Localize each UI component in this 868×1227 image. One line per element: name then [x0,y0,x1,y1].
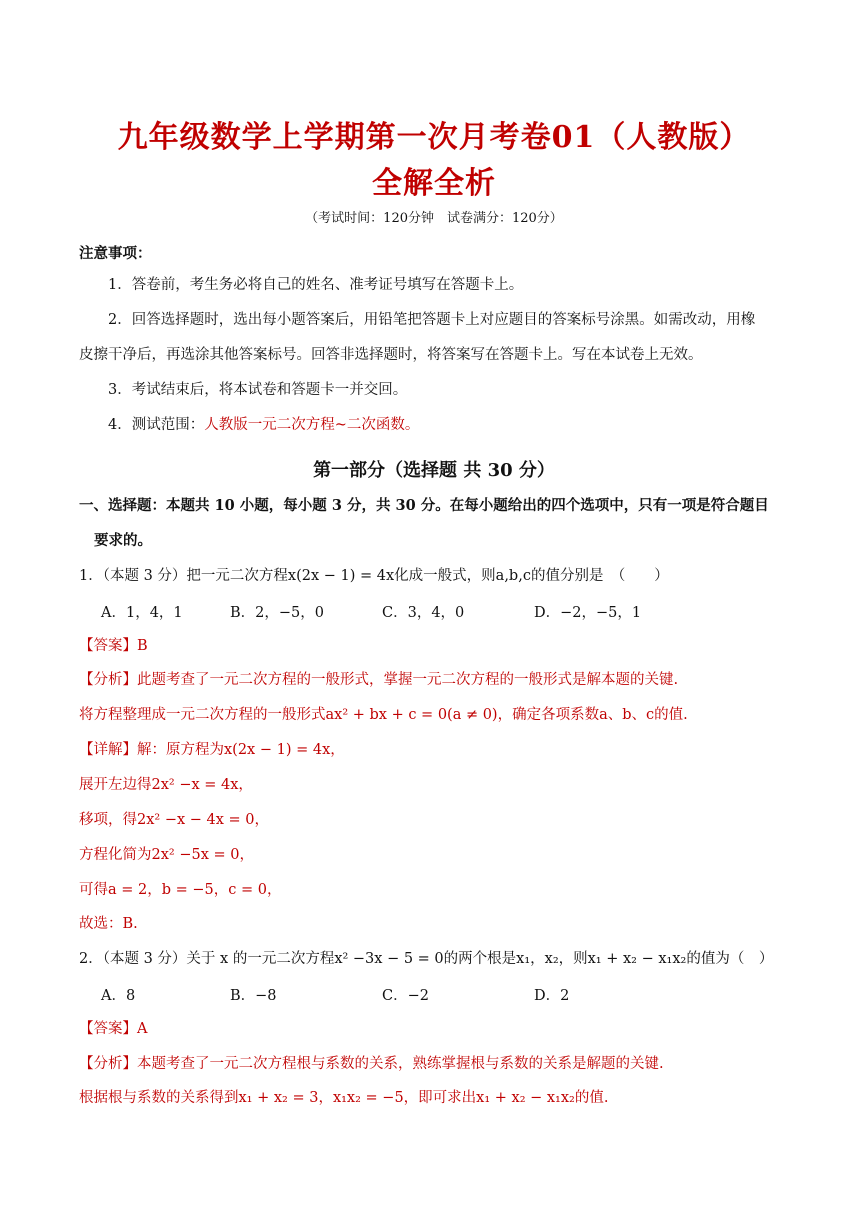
note-item-2-line2: 皮擦干净后，再选涂其他答案标号。回答非选择题时，将答案写在答题卡上。写在本试卷上无效。 [79,347,703,363]
q1-step-2: 移项，得2x² −x − 4x = 0， [79,812,270,828]
q1-step-1: 展开左边得2x² −x = 4x， [79,777,253,793]
q1-step-4: 可得a = 2，b = −5，c = 0， [79,882,282,898]
q1-answer: 【答案】B [79,638,148,654]
q1-option-b: B．2，−5，0 [230,605,324,621]
q1-detail: 【详解】解：原方程为x(2x − 1) = 4x， [79,742,345,758]
note-item-4 [108,415,419,435]
q2-option-c: C．−2 [382,988,429,1004]
q2-analysis: 【分析】本题考查了一元二次方程根与系数的关系，熟练掌握根与系数的关系是解题的关键. [79,1056,664,1072]
q1-analysis-2: 将方程整理成一元二次方程的一般形式ax² + bx + c = 0(a ≠ 0)，确定各项系数a、b、c的值. [79,707,688,723]
note-item-2-line1: 2．回答选择题时，选出每小题答案后，用铅笔把答题卡上对应题目的答案标号涂黑。如需改动，用橡 [108,312,756,328]
q2-analysis-2: 根据根与系数的关系得到x₁ + x₂ = 3，x₁x₂ = −5，即可求出x₁ + x₂ − x₁x₂的值. [79,1090,609,1106]
q2-stem: 2．（本题 3 分）关于 x 的一元二次方程x² −3x − 5 = 0的两个根是x₁，x₂，则x₁ + x₂ − x₁x₂的值为（ ） [79,951,774,967]
q1-conclusion: 故选：B. [79,916,138,932]
note-item-1: 1．答卷前，考生务必将自己的姓名、准考证号填写在答题卡上。 [108,277,524,293]
q2-answer: 【答案】A [79,1021,148,1037]
q1-option-c: C．3，4，0 [382,605,465,621]
q1-stem: 1．（本题 3 分）把一元二次方程x(2x − 1) = 4x化成一般式，则a,b,c的值分别是 （ ） [79,568,669,584]
section-intro-line1: 一、选择题：本题共 10 小题，每小题 3 分，共 30 分。在每小题给出的四个选项中，只有一项是符合题目 [79,497,769,514]
section-intro-line2: 要求的。 [94,532,152,549]
part-title: 第一部分（选择题 共 30 分） [313,460,555,481]
notes-heading: 注意事项： [79,245,152,262]
page-title: 九年级数学上学期第一次月考卷01（人教版） [117,120,751,155]
exam-info: （考试时间：120分钟 试卷满分：120分） [305,211,563,226]
q1-step-3: 方程化简为2x² −5x = 0， [79,847,254,863]
q1-option-d: D．−2，−5，1 [534,605,642,621]
test-range: 人教版一元二次方程~二次函数。 [204,417,420,433]
page-subtitle: 全解全析 [372,166,496,201]
q2-option-a: A．8 [101,988,136,1004]
q2-option-d: D．2 [534,988,570,1004]
note-item-3: 3．考试结束后，将本试卷和答题卡一并交回。 [108,382,408,398]
q1-option-a: A．1，4，1 [101,605,183,621]
q1-analysis: 【分析】此题考查了一元二次方程的一般形式，掌握一元二次方程的一般形式是解本题的关键. [79,672,679,688]
note-item-4-prefix: 4．测试范围： [108,417,205,433]
q2-option-b: B．−8 [230,988,277,1004]
